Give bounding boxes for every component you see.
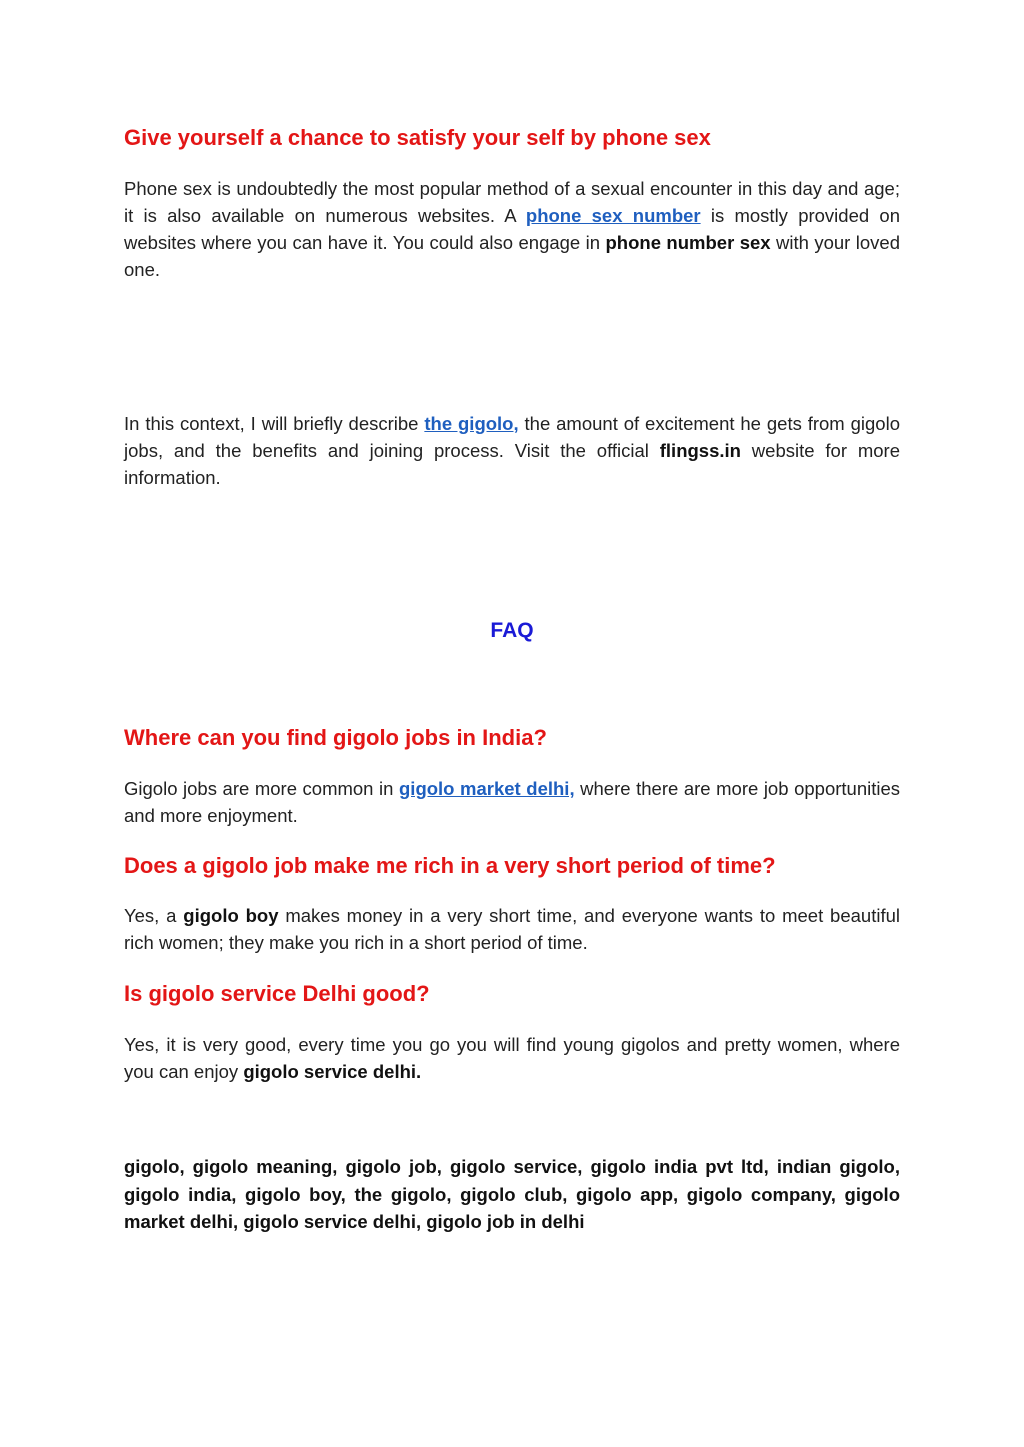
context-text-1: In this context, I will briefly describe — [124, 413, 425, 434]
answer-2-text-2: makes money in a very short time, and everyone wants to meet beautiful rich women; they make you rich in a short period of time. — [124, 905, 901, 953]
gigolo-service-delhi-bold: gigolo service delhi. — [243, 1061, 422, 1082]
keywords-paragraph: gigolo, gigolo meaning, gigolo job, gigolo service, gigolo india pvt ltd, indian gigolo, gigolo india, gigolo boy, the gigolo, gigolo club, gigolo app, gigolo company, gigolo market delhi, gigolo service delhi, gigolo job in delhi — [124, 1156, 900, 1232]
context-text-2: the amount of excitement he gets from gigolo jobs, and the benefits and joining process. Visit the official — [124, 413, 900, 461]
context-text-3: website for more information. — [124, 440, 900, 488]
phone-sex-heading: Give yourself a chance to satisfy your self by phone sex — [124, 125, 711, 150]
phone-sex-number-link[interactable]: phone sex number — [525, 205, 701, 226]
faq-answer-1 — [124, 775, 900, 829]
faq-question-1: Where can you find gigolo jobs in India? — [124, 725, 547, 750]
the-gigolo-link[interactable]: the gigolo, — [424, 413, 519, 434]
faq-answer-2 — [124, 902, 900, 956]
faq-question-3: Is gigolo service Delhi good? — [124, 981, 430, 1006]
answer-3-text-1: Yes, it is very good, every time you go you will find young gigolos and pretty women, where you can enjoy — [124, 1034, 900, 1082]
phone-sex-text-1: Phone sex is undoubtedly the most popular method of a sexual encounter in this day and age; it is also available on numerous websites. A — [124, 178, 900, 226]
flingss-bold: flingss.in — [659, 440, 741, 461]
phone-sex-paragraph — [124, 175, 900, 283]
phone-sex-text-2: is mostly provided on websites where you can have it. You could also engage in — [124, 205, 900, 253]
gigolo-market-delhi-link[interactable]: gigolo market delhi, — [399, 778, 575, 799]
faq-question-2: Does a gigolo job make me rich in a very short period of time? — [124, 853, 776, 878]
phone-sex-text-3: with your loved one. — [124, 232, 900, 280]
answer-1-text-2: where there are more job opportunities and more enjoyment. — [124, 778, 901, 826]
answer-1-text-1: Gigolo jobs are more common in — [124, 778, 399, 799]
faq-answer-3 — [124, 1031, 900, 1085]
context-paragraph — [124, 410, 900, 491]
phone-number-sex-bold: phone number sex — [605, 232, 771, 253]
gigolo-boy-bold: gigolo boy — [183, 905, 279, 926]
answer-2-text-1: Yes, a — [124, 905, 184, 926]
faq-title: FAQ — [490, 619, 534, 642]
